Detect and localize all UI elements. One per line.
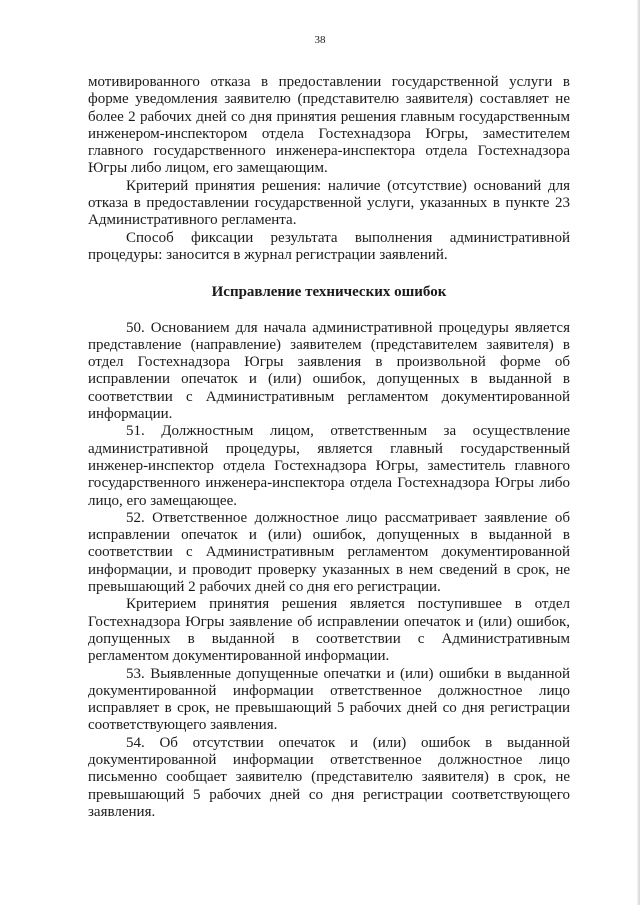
section-heading: Исправление технических ошибок	[211, 284, 447, 301]
paragraph-51: 51. Должностным лицом, ответственным за осуществление административной процедуры, является главный государственный инженер-инспектор отдела Гостехнадзора Югры, заместитель главного государственного инженера-инспектора отдела Гостехнадзора Югры либо лицо, его замещающее.	[88, 423, 570, 509]
paragraph-54: 54. Об отсутствии опечаток и (или) ошибок в выданной документированной информации ответственное должностное лицо письменно сообщает заявителю (представителю заявителя) в срок, не превышающий 5 рабочих дней со дня регистрации соответствующего заявления.	[88, 734, 570, 820]
paragraph-decision-criterion: Критерий принятия решения: наличие (отсутствие) оснований для отказа в предоставлении государственной услуги, указанных в пункте 23 Административного регламента.	[88, 177, 570, 229]
page-number: 38	[314, 34, 326, 46]
paragraph-52: 52. Ответственное должностное лицо рассматривает заявление об исправлении опечаток и (или) ошибок, допущенных в выданной в соответствии с Административным регламентом документированной информации, и проводит проверку указанных в нем сведений в срок, не превышающий 2 рабочих дней со дня его регистрации.	[88, 509, 570, 596]
paragraph-result-recording: Способ фиксации результата выполнения административной процедуры: заносится в журнал регистрации заявлений.	[88, 229, 570, 263]
paragraph-50: 50. Основанием для начала административной процедуры является представление (направление) заявителем (представителем заявителя) в отдел Гостехнадзора Югры заявления в произвольной форме об исправлении опечаток и (или) ошибок, допущенных в выданной в соответствии с Административным регламентом документированной информации.	[88, 319, 570, 423]
document-body	[88, 74, 570, 821]
paragraph-53: 53. Выявленные допущенные опечатки и (или) ошибки в выданной документированной информации ответственное должностное лицо исправляет в срок, не превышающий 5 рабочих дней со дня регистрации соответствующего заявления.	[88, 665, 570, 734]
paragraph-continuation: мотивированного отказа в предоставлении государственной услуги в форме уведомления заявителю (представителю заявителя) составляет не более 2 рабочих дней со дня принятия решения главным государственным инженером-инспектором отдела Гостехнадзора Югры, заместителем главного государственного инженера-инспектора отдела Гостехнадзора Югры либо лицом, его замещающим.	[88, 74, 570, 177]
paragraph-decision-criterion-2: Критерием принятия решения является поступившее в отдел Гостехнадзора Югры заявление об исправлении опечаток и (или) ошибок, допущенных в выданной в соответствии с Административным регламентом документированной информации.	[88, 596, 570, 665]
